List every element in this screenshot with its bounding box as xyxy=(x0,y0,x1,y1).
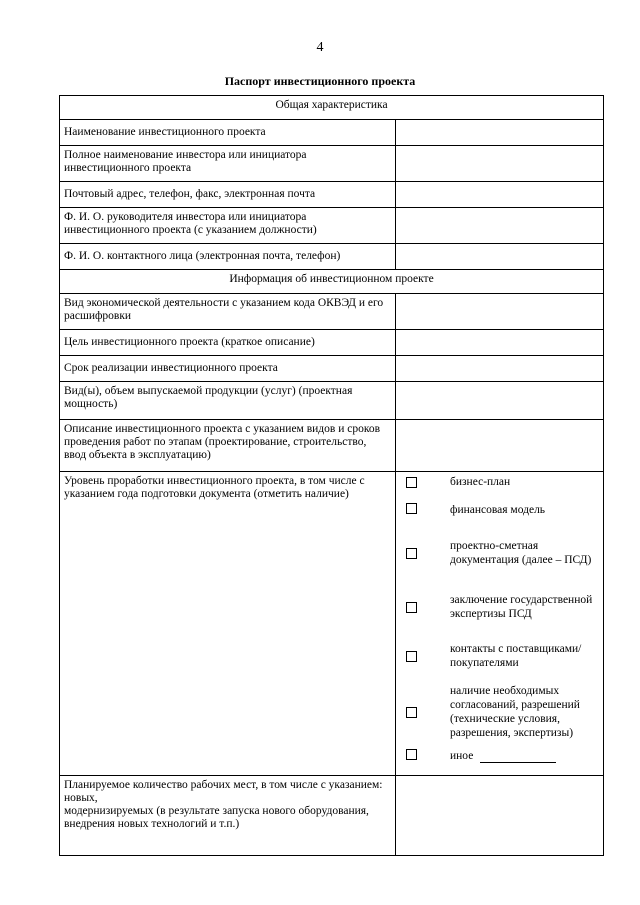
row-label-project-name: Наименование инвестиционного проекта xyxy=(60,120,396,146)
value-okved[interactable] xyxy=(396,294,604,330)
checklist-label: наличие необходимых согласований, разрешений (технические условия, разрешения, экспертизы) xyxy=(450,685,580,739)
checklist-item-business-plan[interactable] xyxy=(400,476,599,502)
checklist-item-suppliers[interactable] xyxy=(400,636,599,676)
checkbox[interactable] xyxy=(406,503,417,514)
jobs-label: Планируемое количество рабочих мест, в том числе с указанием: xyxy=(64,779,383,791)
checklist-label-other: иное xyxy=(450,750,474,762)
checklist-label: заключение государственной экспертизы ПСД xyxy=(450,594,593,620)
table-row xyxy=(60,182,604,208)
value-term[interactable] xyxy=(396,356,604,382)
page-number: 4 xyxy=(316,40,324,55)
other-blank-field[interactable] xyxy=(480,752,556,763)
readiness-checklist xyxy=(396,472,604,776)
table-row xyxy=(60,146,604,182)
row-label-products: Вид(ы), объем выпускаемой продукции (услуг) (проектная мощность) xyxy=(60,382,396,420)
row-label-description: Описание инвестиционного проекта с указанием видов и сроков проведения работ по этапам (проектирование, строительство, ввод объекта в эксплуатацию) xyxy=(60,420,396,472)
checklist-label xyxy=(450,750,599,763)
row-label-investor-name: Полное наименование инвестора или инициатора инвестиционного проекта xyxy=(60,146,396,182)
section-header-project-info: Информация об инвестиционном проекте xyxy=(60,270,604,294)
checkbox[interactable] xyxy=(406,651,417,662)
value-project-name[interactable] xyxy=(396,120,604,146)
value-goal[interactable] xyxy=(396,330,604,356)
value-investor-name[interactable] xyxy=(396,146,604,182)
checklist-item-expertise[interactable] xyxy=(400,578,599,636)
checklist-item-approvals[interactable] xyxy=(400,676,599,748)
row-label-contacts: Почтовый адрес, телефон, факс, электронная почта xyxy=(60,182,396,208)
document-title: Паспорт инвестиционного проекта xyxy=(224,74,416,88)
passport-table xyxy=(59,95,604,856)
value-jobs[interactable] xyxy=(396,776,604,856)
table-row xyxy=(60,330,604,356)
checklist-label: проектно-сметная документация (далее – ПСД) xyxy=(450,540,592,566)
checkbox[interactable] xyxy=(406,602,417,613)
table-row xyxy=(60,356,604,382)
value-description[interactable] xyxy=(396,420,604,472)
value-contact-person[interactable] xyxy=(396,244,604,270)
checklist-label: бизнес-план xyxy=(450,476,511,488)
row-label-goal: Цель инвестиционного проекта (краткое описание) xyxy=(60,330,396,356)
table-row xyxy=(60,294,604,330)
table-row xyxy=(60,472,604,776)
row-label-jobs xyxy=(60,776,396,856)
checklist-label: финансовая модель xyxy=(450,504,546,516)
checkbox[interactable] xyxy=(406,477,417,488)
value-head-name[interactable] xyxy=(396,208,604,244)
jobs-new-label: новых, xyxy=(64,792,98,804)
table-row xyxy=(60,208,604,244)
table-row xyxy=(60,244,604,270)
checkbox[interactable] xyxy=(406,707,417,718)
checkbox[interactable] xyxy=(406,749,417,760)
section-header-general: Общая характеристика xyxy=(60,96,604,120)
row-label-readiness: Уровень проработки инвестиционного проекта, в том числе с указанием года подготовки документа (отметить наличие) xyxy=(60,472,396,776)
row-label-contact-person: Ф. И. О. контактного лица (электронная почта, телефон) xyxy=(60,244,396,270)
row-label-term: Срок реализации инвестиционного проекта xyxy=(60,356,396,382)
table-row xyxy=(60,420,604,472)
row-label-head-name: Ф. И. О. руководителя инвестора или инициатора инвестиционного проекта (с указанием должности) xyxy=(60,208,396,244)
jobs-modernized-label: модернизируемых (в результате запуска нового оборудования, внедрения новых технологий и т.п.) xyxy=(64,805,369,830)
checklist-item-other[interactable] xyxy=(400,748,599,770)
checklist-item-financial-model[interactable] xyxy=(400,502,599,528)
table-row xyxy=(60,776,604,856)
table-row xyxy=(60,382,604,420)
checkbox[interactable] xyxy=(406,548,417,559)
row-label-okved: Вид экономической деятельности с указанием кода ОКВЭД и его расшифровки xyxy=(60,294,396,330)
checklist-item-psd[interactable] xyxy=(400,528,599,578)
value-products[interactable] xyxy=(396,382,604,420)
checklist-label: контакты с поставщиками/ покупателями xyxy=(450,643,582,669)
table-row xyxy=(60,120,604,146)
value-contacts[interactable] xyxy=(396,182,604,208)
